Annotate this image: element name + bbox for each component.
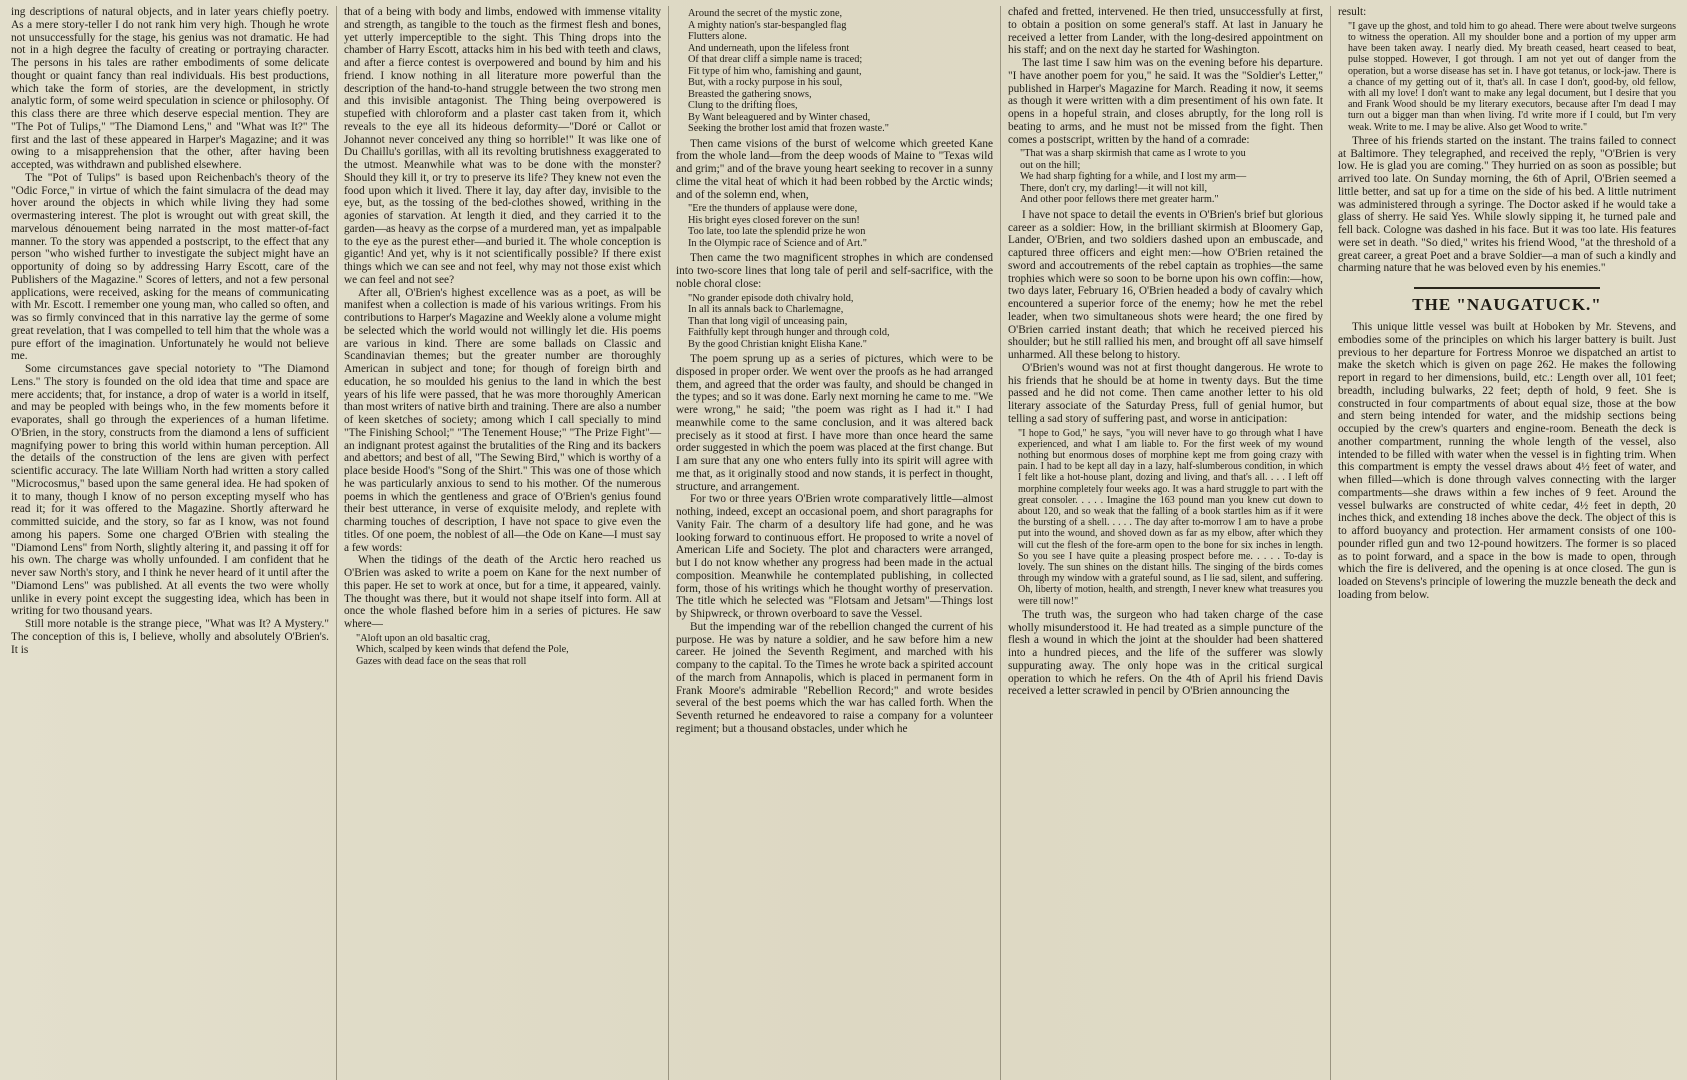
paragraph: Three of his friends started on the instant. The trains failed to connect at Baltimore. They telegraphed, and received the reply, "O'Brien is very low. He is glad you are coming." They hurried on as soon as possible; but arrived too late. On Sunday morning, the 6th of April, O'Brien seemed a little better, and sat up for a time on the side of his bed. A little nutriment was administered through a syringe. The Doctor asked if he would take a glass of sherry. He said Yes. While slowly sipping it, he turned pale and fell back. Cologne was dashed in his face. But it was too late. His features were set in death. "So died," writes his friend Wood, "at the threshold of a great career, a great Poet and a brave Soldier—a man of such a kindly and charming nature that he was beloved even by his enemies." [1338, 134, 1676, 275]
paragraph: ing descriptions of natural objects, and in later years chiefly poetry. As a mere story-teller I do not rank him very high. Though he wrote not unsuccessfully for the stage, his genius was not dramatic. He had not in a high degree the faculty of creating or portraying character. The persons in his tales are rather embodiments of some delicate thought or quaint fancy than real individuals. His best productions, which take the form of stories, are the development, in strictly analytic form, of some weird speculation in science or philosophy. Of this class there are three which deserve especial mention. They are "The Pot of Tulips," "The Diamond Lens," and "What was It?" The first and the last of these appeared in Harper's Magazine; and it was owing to a misapprehension that the other, after having been accepted, was withdrawn and published elsewhere. [11, 6, 329, 171]
paragraph: that of a being with body and limbs, endowed with immense vitality and strength, as tangible to the touch as the firmest flesh and bones, yet utterly imperceptible to the sight. This Thing drops into the chamber of Harry Escott, attacks him in his bed with teeth and claws, and after a fierce contest is overpowered and bound by him and his friend. I know nothing in all literature more powerful than the description of the hand-to-hand struggle between the two strong men and this invisible antagonist. The Thing being overpowered is stupefied with chloroform and a plaster cast taken from it, which reveals to the eye all its hideous deformity—"Doré or Callot or Johannot never conceived any thing so horrible!" It was like one of Du Chaillu's gorillas, with all its revolting brutishness exaggerated to the utmost. Meanwhile what was to be done with the monster? Should they kill it, or try to preserve its life? They knew not even the food upon which it lived. There it lay, day after day, invisible to the eye, but, as the tossing of the bed-clothes showed, writhing in the agonies of starvation. At length it died, and they carried it to the garden—as heavy as the corpse of a murdered man, yet as impalpable to the eye as the purest ether—and buried it. The whole conception is gigantic! And yet, why is it not scientifically possible? If there exist things which we can see and not feel, why may not those exist which we can feel and not see? [344, 6, 661, 286]
letter-quote: "I hope to God," he says, "you will never have to go through what I have experienced, and what I am liable to. For the first week of my wound nothing but enormous doses of morphine kept me from going crazy with pain. I had to be kept all day in a lazy, half-slumberous condition, in which I felt like a hot-house plant, dozing and living, and that's all. . . . I left off morphine completely four weeks ago. It was a hard struggle to part with the great consoler. . . . . Imagine the 163 pound man you knew cut down to about 120, and so weak that the falling of a book startles him as if it were the bursting of a shell. . . . . The day after to-morrow I am to have a probe put into the wound, and shoved down as far as my elbow, after which they will cut the flesh of the fore-arm open to the bone for six inches in length. So you see I have quite a pleasing prospect before me. . . . . To-day is lovely. The sun shines on the distant hills. The singing of the birds comes through my window with a grateful sound, as I lie sad, silent, and suffering. Oh, liberty of motion, health, and strength, I never knew what treasures you were till now!" [1018, 427, 1323, 607]
column-4 [1001, 6, 1331, 1080]
paragraph: Some circumstances gave special notoriety to "The Diamond Lens." The story is founded on the old idea that time and space are mere accidents; that, for instance, a drop of water is a world in itself, and may be peopled with beings who, in the few moments before it evaporates, shall go through the experiences of a human lifetime. O'Brien, in the story, constructs from the diamond a lens of sufficient magnifying power to bring this world within human perception. All the details of the construction of the lens are given with perfect scientific accuracy. The late William North had written a story called "Microcosmus," based upon the same general idea. He had spoken of it to many, though I know of no person excepting myself who has read it; for it was offered to the Magazine. Shortly afterward he committed suicide, and the story, so far as I know, was not found among his papers. Some one charged O'Brien with stealing the "Diamond Lens" from North, slightly altering it, and passing it off for his own. The charge was wholly unfounded. I am confident that he never saw North's story, and I think he never heard of it until after the "Diamond Lens" was published. At all events the two were wholly unlike in every point except the suggesting idea, which has been in writing for two thousand years. [11, 363, 329, 618]
letter-quote: "I gave up the ghost, and told him to go ahead. There were about twelve surgeons to witness the operation. All my shoulder bone and a portion of my upper arm have been taken away. I nearly died. My breath ceased, heart ceased to beat, pulse stopped. However, I got through. I am not yet out of danger from the operation, but a worse disease has set in. I have got tetanus, or lock-jaw. There is a chance of my getting out of it, that's all. In case I don't, good-by, old fellow, with all my love! I don't want to make any legal document, but I desire that you and Frank Wood should be my literary executors, because after I'm dead I may turn out a bigger man than when living. I'd write more if I could, but I'm very weak. Write to me. I may be alive. Also get Wood to write." [1348, 20, 1676, 133]
paragraph: Then came visions of the burst of welcome which greeted Kane from the whole land—from the deep woods of Maine to "Texas wild and grim;" and of the brave young heart seeking to recover in a sunny clime the vital heat of which it had been robbed by the Arctic winds; and of the solemn end, when, [676, 137, 993, 201]
column-1 [4, 6, 337, 1080]
section-divider [1414, 287, 1600, 289]
column-2 [337, 6, 669, 1080]
paragraph: For two or three years O'Brien wrote comparatively little—almost nothing, indeed, except an occasional poem, and short paragraphs for Vanity Fair. The charm of a desultory life had gone, and he was looking forward to continuous effort. He proposed to write a novel of American Life and Society. The plot and characters were arranged, but I do not know whether any progress had been made in the actual composition. Meanwhile he contemplated publishing, in collected form, those of his writings which he thought worthy of preservation. The title which he selected was "Flotsam and Jetsam"—Things lost by Shipwreck, or thrown overboard to save the Vessel. [676, 493, 993, 620]
verse-block: "That was a sharp skirmish that came as I wrote to you out on the hill; We had sharp fighting for a while, and I lost my arm— There, don't cry, my darling!—it will not kill, And other poor fellows there met greater harm." [1020, 148, 1247, 206]
column-5 [1331, 6, 1683, 1080]
paragraph: The "Pot of Tulips" is based upon Reichenbach's theory of the "Odic Force," in virtue of which the faint simulacra of the dead may hover around the objects in which while living they had some overmastering interest. The plot is wrought out with great skill, the marvelous dénouement being narrated in the most matter-of-fact manner. To the story was appended a postscript, to the effect that any person "who wished further to investigate the subject might have an opportunity of doing so by addressing Harry Escott, care of the Publishers of the Magazine." Scores of letters, and not a few personal applications, were received, asking for the means of communicating with Mr. Escott. I remember one young man, who called so often, and was so firmly convinced that in this narrative lay the germe of some great revelation, that I was compelled to tell him that the whole was a pure effort of the imagination. Unfortunately he would not believe me. [11, 171, 329, 363]
paragraph: Then came the two magnificent strophes in which are condensed into two-score lines that long tale of peril and self-sacrifice, with the noble choral close: [676, 252, 993, 290]
verse-block: "Ere the thunders of applause were done, His bright eyes closed forever on the sun! Too late, too late the splendid prize he won In the Olympic race of Science and of Art." [688, 203, 867, 249]
verse-block: Around the secret of the mystic zone, A mighty nation's star-bespangled flag Flutters alone. And underneath, upon the lifeless front Of that drear cliff a simple name is traced; Fit type of him who, famishing and gaunt, But, with a rocky purpose in his soul, Breasted the gathering snows, Clung to the drifting floes, By Want beleaguered and by Winter chased, Seeking the brother lost amid that frozen waste." [688, 8, 889, 134]
paragraph: O'Brien's wound was not at first thought dangerous. He wrote to his friends that he should be at home in twenty days. But the time passed and he did not come. Then came another letter to his old literary associate of the Saturday Press, full of genial humor, but telling a sad story of suffering past, and worse in anticipation: [1008, 361, 1323, 425]
paragraph: But the impending war of the rebellion changed the current of his purpose. He was by nature a soldier, and he saw before him a new career. He joined the Seventh Regiment, and marched with his company to the capital. To the Times he wrote back a spirited account of the march from Annapolis, which is placed in permanent form in Frank Moore's admirable "Rebellion Record;" and wrote besides several of the best poems which the war has called forth. When the Seventh returned he endeavored to raise a company for a volunteer regiment; but a thousand obstacles, under which he [676, 620, 993, 735]
paragraph: I have not space to detail the events in O'Brien's brief but glorious career as a soldier: How, in the brilliant skirmish at Bloomery Gap, Lander, O'Brien, and two soldiers dashed upon an embuscade, and captured three officers and eight men:—how O'Brien retained the sword and accoutrements of the rebel captain as trophies—the same trophies which were so soon to be borne upon his own coffin:—how, two days later, February 16, O'Brien headed a body of cavalry which encountered a superior force of the enemy; how he met the rebel leader, when two simultaneous shots were heard; the one fired by O'Brien carried instant death; that which he received pierced his shoulder; but he still rallied his men, and brought off all save himself unharmed. All these belong to history. [1008, 208, 1323, 361]
paragraph: This unique little vessel was built at Hoboken by Mr. Stevens, and embodies some of the principles on which his larger battery is built. Just previous to her departure for Fortress Monroe we dispatched an artist to make the sketch which is given on page 262. He makes the following report in regard to her dimensions, build, etc.: Length over all, 101 feet; breadth, including bulwarks, 22 feet; depth of hold, 9 feet. She is constructed in four compartments of about equal size, those at the bow and stern being intended for water, and the midship sections being occupied by the crew's quarters and engine-room. Beneath the deck is another compartment, running the whole length of the vessel, also intended to be filled with water when the vessel is in fighting trim. When this compartment is empty the vessel draws about 4½ feet of water, and when filled—which is done through valves connecting with the larger compartments—she draws within a few inches of 9 feet. Around the vessel bulwarks are constructed of white cedar, 4½ feet in depth, 20 inches thick, and extending 18 inches above the deck. The object of this is to afford buoyancy and protection. Her armament consists of one 100-pounder rifled gun and two 12-pound howitzers. The former is so placed as to point forward, and a space in the bow is made to open, through which the fire is delivered, and the opening is at once closed. The gun is loaded on Stevens's principle of lowering the muzzle beneath the deck and loading from below. [1338, 321, 1676, 601]
article-heading: THE "NAUGATUCK." [1412, 295, 1602, 315]
paragraph: Still more notable is the strange piece, "What was It? A Mystery." The conception of this is, I believe, wholly and absolutely O'Brien's. It is [11, 618, 329, 656]
paragraph: The poem sprung up as a series of pictures, which were to be disposed in proper order. We went over the proofs as he had arranged them, and agreed that the order was faulty, and should be changed in the types; and so it was done. Early next morning he came to me. "We were wrong," he said; "the poem was right as I had it." I had meanwhile come to the same conclusion, and it was altered back precisely as it stood at first. I have more than once heard the same order suggested in which the poem was placed at the first change. But I am sure that any one who enters fully into its spirit will agree with me that, as it originally stood and now stands, it is perfect in thought, structure, and arrangement. [676, 353, 993, 493]
verse-block: "No grander episode doth chivalry hold, In all its annals back to Charlemagne, Than that long vigil of unceasing pain, Faithfully kept through hunger and through cold, By the good Christian knight Elisha Kane." [688, 292, 890, 350]
paragraph: After all, O'Brien's highest excellence was as a poet, as will be manifest when a collection is made of his various writings. From his contributions to Harper's Magazine and Weekly alone a volume might be selected which the world would not willingly let die. His poems are various in kind. There are some ballads on Classic and Scandinavian themes; but the greater number are thoroughly American in subject and tone; for though of foreign birth and education, he so moulded his genius to the land in which the best years of his life were passed, that he was more thoroughly American than most writers of native birth and training. There are also a number of keen sketches of society; among which I call specially to mind "The Finishing School;" "The Tenement House;" "The Prize Fight"—an indignant protest against the brutalities of the Ring and its backers and abettors; and best of all, "The Sewing Bird," which is worthy of a place beside Hood's "Song of the Shirt." This was one of those which he was particularly anxious to send to his mother. Of the numerous poems in which the gentleness and grace of O'Brien's genius found their best utterance, in verse of exquisite melody, and replete with charming touches of description, I have not space to give even the titles. Of one poem, the noblest of all—the Ode on Kane—I must say a few words: [344, 286, 661, 554]
verse-block: "Aloft upon an old basaltic crag, Which, scalped by keen winds that defend the Pole, Gazes with dead face on the seas that roll [356, 632, 569, 667]
paragraph: result: [1338, 6, 1367, 18]
paragraph: chafed and fretted, intervened. He then tried, unsuccessfully at first, to obtain a position on some general's staff. At last in January he received a letter from Lander, with the long-desired appointment on his staff; and on the next day he started for Washington. [1008, 6, 1323, 57]
paragraph: When the tidings of the death of the Arctic hero reached us O'Brien was asked to write a poem on Kane for the next number of this paper. He set to work at once, but for a time, it appeared, vainly. The thought was there, but it would not shape itself into form. All at once the whole flashed before him in a series of pictures. He saw where— [344, 554, 661, 630]
paragraph: The last time I saw him was on the evening before his departure. "I have another poem for you," he said. It was the "Soldier's Letter," published in Harper's Magazine for March. Reading it now, it seems as though it were written with a dim presentiment of his own fate. It opens in a hopeful strain, and closes abruptly, for the long roll is beating to arms, and he must not be missed from the fight. Then comes a postscript, written by the hand of a comrade: [1008, 57, 1323, 146]
column-3 [669, 6, 1001, 1080]
paragraph: The truth was, the surgeon who had taken charge of the case wholly misunderstood it. He had treated as a simple puncture of the flesh a wound in which the joint at the shoulder had been shattered into a hundred pieces, and the life of the sufferer was slowly suppurating away. The only hope was in the critical surgical operation to which he refers. On the 4th of April his friend Davis received a letter scrawled in pencil by O'Brien announcing the [1008, 608, 1323, 698]
